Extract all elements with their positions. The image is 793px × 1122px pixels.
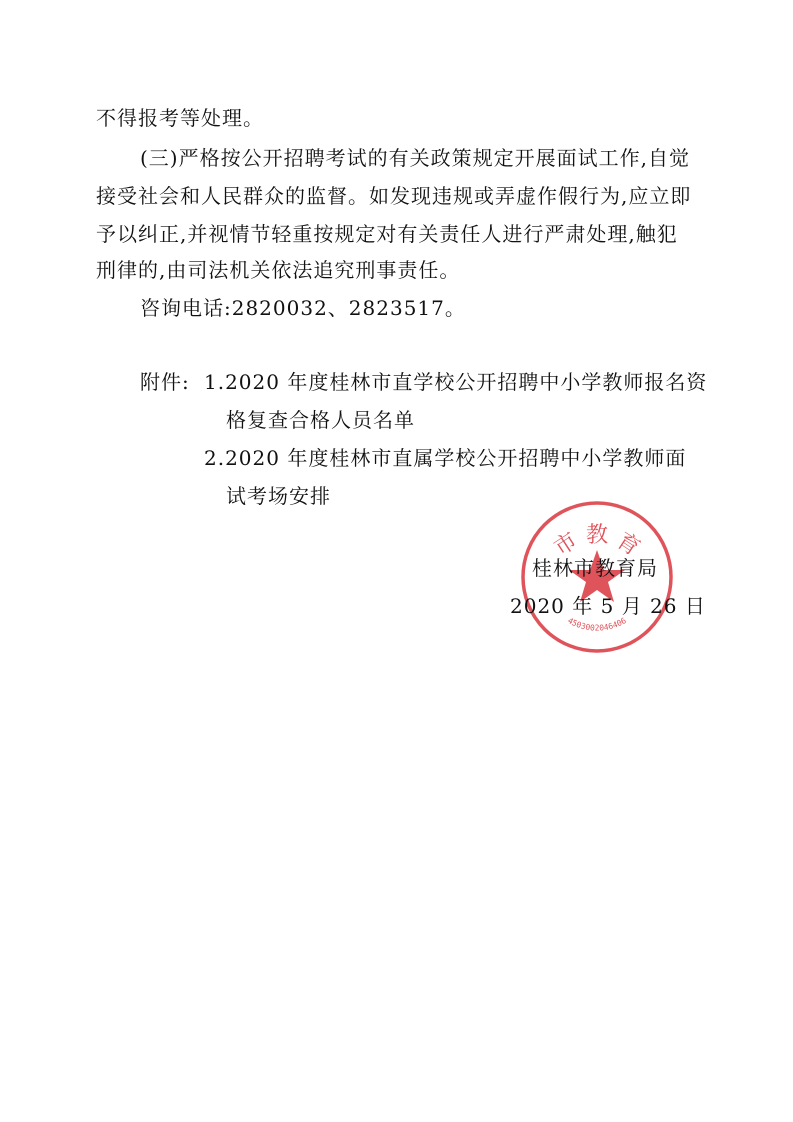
body-line-4: 予以纠正,并视情节轻重按规定对有关责任人进行严肃处理,触犯 — [96, 222, 678, 246]
attachment-item-2-cont: 试考场安排 — [226, 484, 331, 508]
attachment-item-1: 1.2020 年度桂林市直学校公开招聘中小学教师报名资 — [204, 370, 708, 394]
body-line-3: 接受社会和人民群众的监督。如发现违规或弄虚作假行为,应立即 — [96, 184, 692, 208]
seal-arc-text: 市 教 育 — [549, 522, 645, 562]
body-line-2: (三)严格按公开招聘考试的有关政策规定开展面试工作,自觉 — [140, 146, 690, 170]
issue-date: 2020 年 5 月 26 日 — [510, 594, 706, 618]
issuing-organization: 桂林市教育局 — [532, 556, 658, 580]
attachment-item-2: 2.2020 年度桂林市直属学校公开招聘中小学教师面 — [204, 446, 687, 470]
seal-code: 4503002046406 — [566, 616, 628, 633]
attachment-item-1-cont: 格复查合格人员名单 — [226, 408, 415, 432]
body-line-5: 刑律的,由司法机关依法追究刑事责任。 — [96, 258, 461, 282]
body-line-1: 不得报考等处理。 — [96, 106, 264, 130]
attachment-label: 附件: — [140, 370, 190, 394]
contact-phone: 咨询电话:2820032、2823517。 — [140, 296, 466, 320]
